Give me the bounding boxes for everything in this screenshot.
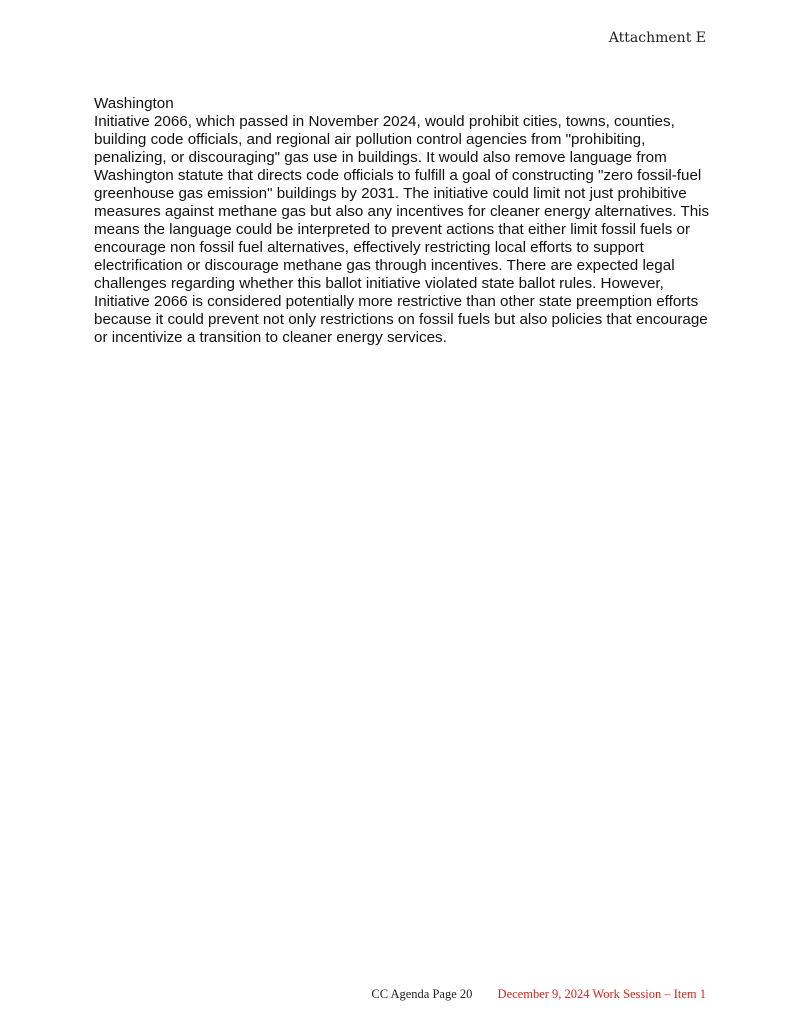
footer-page-number: CC Agenda Page 20 — [371, 987, 473, 1001]
attachment-label: Attachment E — [608, 30, 706, 46]
section-content — [94, 95, 714, 347]
section-body-text: Initiative 2066, which passed in November 2024, would prohibit cities, towns, counties, building code officials, and regional air pollution control agencies from "prohibiting, penalizing, or discouraging" gas use in buildings. It would also remove language from Washington statute that directs code officials to fulfill a goal of constructing "zero fossil-fuel greenhouse gas emission" buildings by 2031. The initiative could limit not just prohibitive measures against methane gas but also any incentives for cleaner energy alternatives. This means the language could be interpreted to prevent actions that either limit fossil fuels or encourage non fossil fuel alternatives, effectively restricting local efforts to support electrification or discourage methane gas through incentives. There are expected legal challenges regarding whether this ballot initiative violated state ballot rules. However, Initiative 2066 is considered potentially more restrictive than other state preemption efforts because it could prevent not only restrictions on fossil fuels but also policies that encourage or incentivize a transition to cleaner energy services. — [94, 113, 710, 346]
footer-session-label: December 9, 2024 Work Session – Item 1 — [497, 987, 706, 1001]
page-footer — [371, 987, 706, 1002]
section-heading: Washington — [94, 95, 174, 112]
